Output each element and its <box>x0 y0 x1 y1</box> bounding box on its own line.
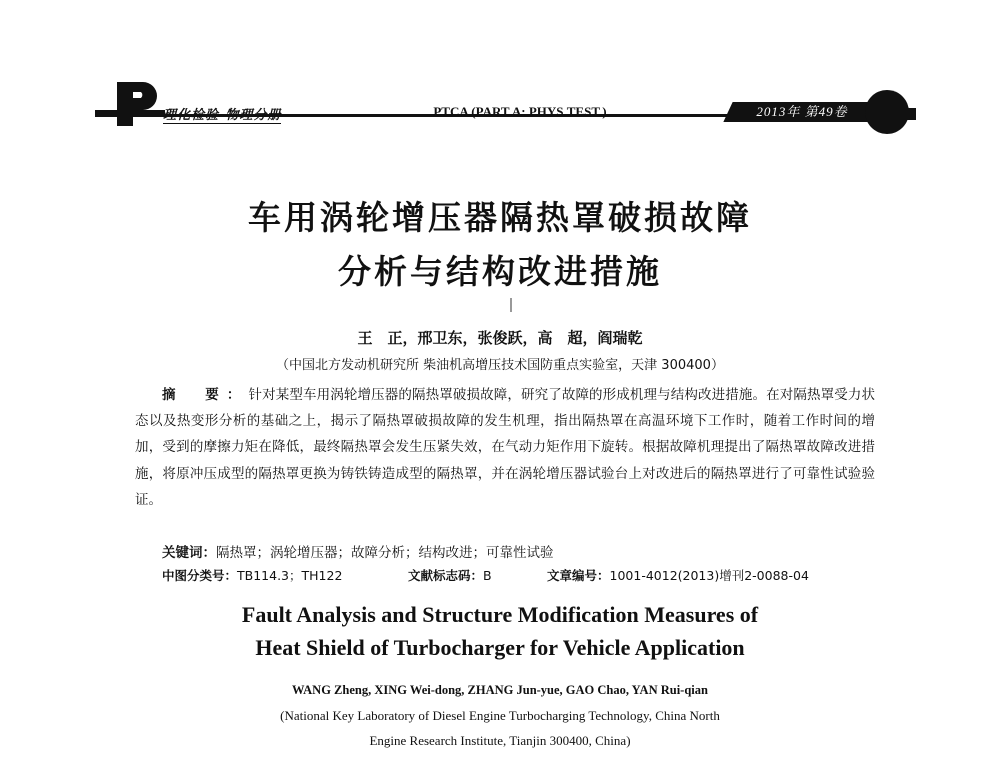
abstract-label: 摘 要： <box>162 387 249 403</box>
affiliation-zh: （中国北方发动机研究所 柴油机高增压技术国防重点实验室，天津 300400） <box>276 358 724 373</box>
keywords-zh <box>162 541 554 561</box>
issue-badge <box>723 102 880 122</box>
authors-zh: 王 正，邢卫东，张俊跃，高 超，阎瑞乾 <box>357 329 643 347</box>
issue-text: 2013年 第49卷 <box>756 104 848 119</box>
abstract-text: 针对某型车用涡轮增压器的隔热罩破损故障，研究了故障的形成机理与结构改进措施。在对隔热罩受力状态以及热变形分析的基础之上，揭示了隔热罩破损故障的发生机理，指出隔热罩在高温环境下工作时，随着工作时间的增加，受到的摩擦力矩在降低，最终隔热罩会发生压紧失效，在气动力矩作用下旋转。根据故障机理提出了隔热罩故障改进措施，将原冲压成型的隔热罩更换为铸铁铸造成型的隔热罩，并在涡轮增压器试验台上对改进后的隔热罩进行了可靠性试验验证。 <box>135 387 876 508</box>
affiliation-en-line2: Engine Research Institute, Tianjin 300400, China) <box>369 733 631 748</box>
journal-name-zh: 理化检验-物理分册 <box>163 104 281 124</box>
title-en-line2: Heat Shield of Turbocharger for Vehicle Application <box>255 635 745 660</box>
affiliation-en-line1: (National Key Laboratory of Diesel Engine Turbocharging Technology, China North <box>280 708 720 723</box>
article-number <box>547 566 809 584</box>
title-zh-line1: 车用涡轮增压器隔热罩破损故障 <box>248 198 752 237</box>
keywords-text: 隔热罩；涡轮增压器；故障分析；结构改进；可靠性试验 <box>216 545 554 561</box>
title-zh-line2: 分析与结构改进措施 <box>338 252 662 291</box>
journal-p-logo-icon <box>95 80 165 128</box>
journal-abbrev: PTCA (PART A: PHYS.TEST.) <box>433 104 607 119</box>
clc-number <box>162 566 342 584</box>
authors-en: WANG Zheng, XING Wei-dong, ZHANG Jun-yue, GAO Chao, YAN Rui-qian <box>292 683 708 697</box>
header-cap <box>900 108 916 120</box>
doc-code-value: B <box>483 568 492 583</box>
keywords-label: 关键词： <box>162 545 216 561</box>
title-en-line1: Fault Analysis and Structure Modification Measures of <box>241 602 759 627</box>
doc-code-label: 文献标志码： <box>408 568 484 583</box>
doc-code <box>408 566 492 584</box>
scan-speck <box>510 298 512 312</box>
clc-value: TB114.3；TH122 <box>237 568 343 583</box>
article-no-label: 文章编号： <box>547 568 610 583</box>
abstract-zh <box>135 382 875 513</box>
article-no-value: 1001-4012(2013)增刊2-0088-04 <box>609 568 809 583</box>
clc-label: 中图分类号： <box>162 568 238 583</box>
